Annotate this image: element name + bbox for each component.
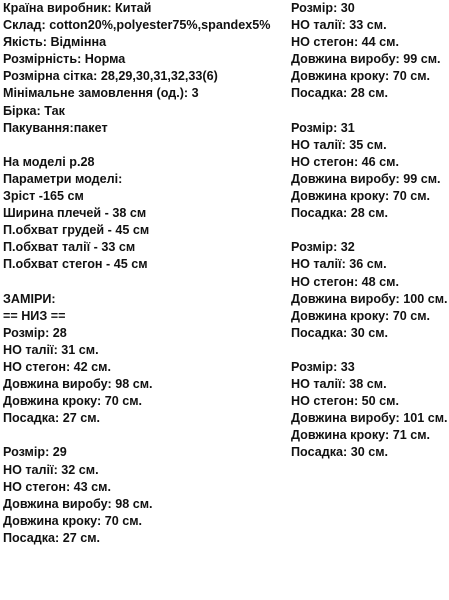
info-line: Пакування:пакет [3, 120, 108, 135]
model-line: П.обхват стегон - 45 см [3, 257, 148, 272]
size-line: Посадка: 28 см. [291, 86, 389, 101]
size-line: НО стегон: 48 см. [291, 274, 399, 289]
size-line: Довжина кроку: 70 см. [3, 394, 143, 409]
model-info-block [3, 154, 288, 274]
spacer [291, 222, 447, 239]
measurements-title: ЗАМІРИ: [3, 291, 56, 306]
size-29-block [3, 444, 288, 547]
size-line: Посадка: 27 см. [3, 530, 101, 545]
info-line: Мінімальне замовлення (од.): 3 [3, 86, 199, 101]
size-line: НО стегон: 44 см. [291, 35, 399, 50]
right-column [291, 0, 447, 462]
size-line: НО стегон: 50 см. [291, 394, 399, 409]
size-line: НО талії: 38 см. [291, 377, 387, 392]
size-line: НО талії: 35 см. [291, 137, 387, 152]
size-line: Розмір: 29 [3, 445, 67, 460]
info-line: Бірка: Так [3, 103, 65, 118]
model-line: П.обхват грудей - 45 см [3, 223, 150, 238]
info-line: Розмірна сітка: 28,29,30,31,32,33(6) [3, 69, 218, 84]
size-30-block [291, 0, 447, 103]
size-line: НО стегон: 42 см. [3, 359, 111, 374]
spacer [291, 103, 447, 120]
size-line: Розмір: 30 [291, 1, 355, 15]
size-line: Довжина кроку: 70 см. [291, 69, 431, 84]
info-line: Країна виробник: Китай [3, 1, 152, 15]
size-line: Довжина виробу: 100 см. [291, 291, 448, 306]
size-line: НО талії: 31 см. [3, 342, 99, 357]
size-line: Довжина виробу: 98 см. [3, 496, 153, 511]
size-line: Розмір: 33 [291, 359, 355, 374]
model-line: На моделі р.28 [3, 154, 95, 169]
info-line: Розмірність: Норма [3, 52, 126, 67]
size-line: Довжина виробу: 99 см. [291, 52, 441, 67]
size-line: Довжина виробу: 99 см. [291, 171, 441, 186]
spacer [291, 342, 447, 359]
model-line: Ширина плечей - 38 см [3, 206, 147, 221]
size-line: НО стегон: 46 см. [291, 154, 399, 169]
size-line: НО стегон: 43 см. [3, 479, 111, 494]
size-line: НО талії: 32 см. [3, 462, 99, 477]
size-31-block [291, 120, 447, 223]
size-line: Посадка: 30 см. [291, 445, 389, 460]
product-info-block [3, 0, 288, 137]
size-line: Розмір: 31 [291, 120, 355, 135]
size-line: Посадка: 27 см. [3, 411, 101, 426]
model-line: Параметри моделі: [3, 171, 123, 186]
size-line: Розмір: 28 [3, 325, 67, 340]
model-line: Зріст -165 см [3, 189, 84, 204]
size-28-block [3, 325, 288, 428]
left-column [3, 0, 288, 547]
size-line: Довжина виробу: 101 см. [291, 411, 448, 426]
size-line: НО талії: 33 см. [291, 18, 387, 33]
size-line: Довжина кроку: 70 см. [291, 189, 431, 204]
size-line: Розмір: 32 [291, 240, 355, 255]
model-line: П.обхват талії - 33 см [3, 240, 136, 255]
measurements-subtitle: == НИЗ == [3, 308, 66, 323]
size-line: Довжина кроку: 70 см. [3, 513, 143, 528]
size-line: Посадка: 30 см. [291, 325, 389, 340]
size-32-block [291, 239, 447, 342]
size-line: Довжина кроку: 70 см. [291, 308, 431, 323]
size-line: Посадка: 28 см. [291, 206, 389, 221]
measurements-header [3, 291, 288, 325]
info-line: Якість: Відмінна [3, 35, 107, 50]
spacer [3, 427, 288, 444]
size-line: Довжина кроку: 71 см. [291, 428, 431, 443]
spacer [3, 137, 288, 154]
info-line: Склад: cotton20%,polyester75%,spandex5% [3, 18, 271, 33]
size-line: НО талії: 36 см. [291, 257, 387, 272]
spacer [3, 274, 288, 291]
size-line: Довжина виробу: 98 см. [3, 377, 153, 392]
size-33-block [291, 359, 447, 462]
